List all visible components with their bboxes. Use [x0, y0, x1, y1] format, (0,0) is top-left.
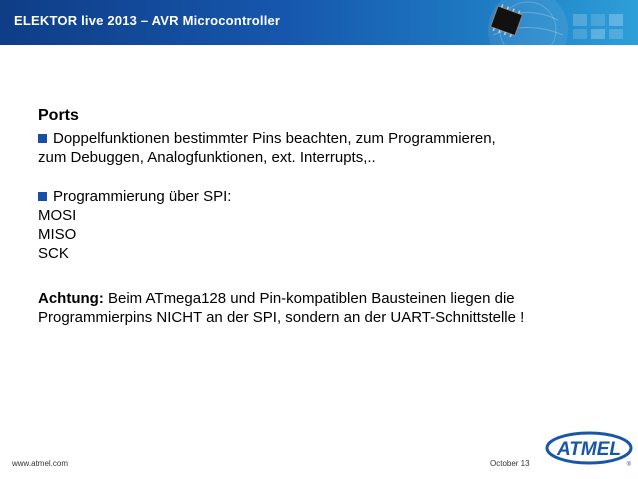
bullet-item-spi	[38, 187, 628, 206]
slide-content	[38, 106, 628, 327]
bullet-text-continued: zum Debuggen, Analogfunktionen, ext. Interrupts,..	[38, 149, 376, 166]
bullet-item-dual-functions	[38, 129, 628, 148]
header-bar	[0, 0, 638, 45]
atmel-logo	[544, 428, 634, 468]
spi-signal-sck: SCK	[38, 245, 69, 262]
slide-title: ELEKTOR live 2013 – AVR Microcontroller	[14, 13, 281, 28]
svg-text:ATMEL: ATMEL	[556, 439, 622, 460]
website-link[interactable]: www.atmel.com	[12, 459, 69, 468]
header-decoration	[378, 0, 638, 45]
bullet-text: Doppelfunktionen bestimmter Pins beachten, zum Programmieren,	[53, 130, 496, 147]
bullet-text: Programmierung über SPI:	[53, 188, 232, 205]
spi-signal-mosi: MOSI	[38, 207, 77, 224]
warning-text-continued: Programmierpins NICHT an der SPI, sondern an der UART-Schnittstelle !	[38, 309, 525, 326]
square-bullet-icon	[38, 192, 47, 201]
warning-text: Beim ATmega128 und Pin-kompatiblen Bausteinen liegen die	[103, 290, 515, 307]
svg-text:®: ®	[626, 462, 631, 468]
warning-note	[38, 289, 628, 308]
square-bullet-icon	[38, 134, 47, 143]
footer-date: October 13	[490, 459, 530, 468]
warning-label: Achtung:	[38, 290, 104, 307]
section-heading: Ports	[38, 107, 79, 124]
spi-signal-miso: MISO	[38, 226, 77, 243]
